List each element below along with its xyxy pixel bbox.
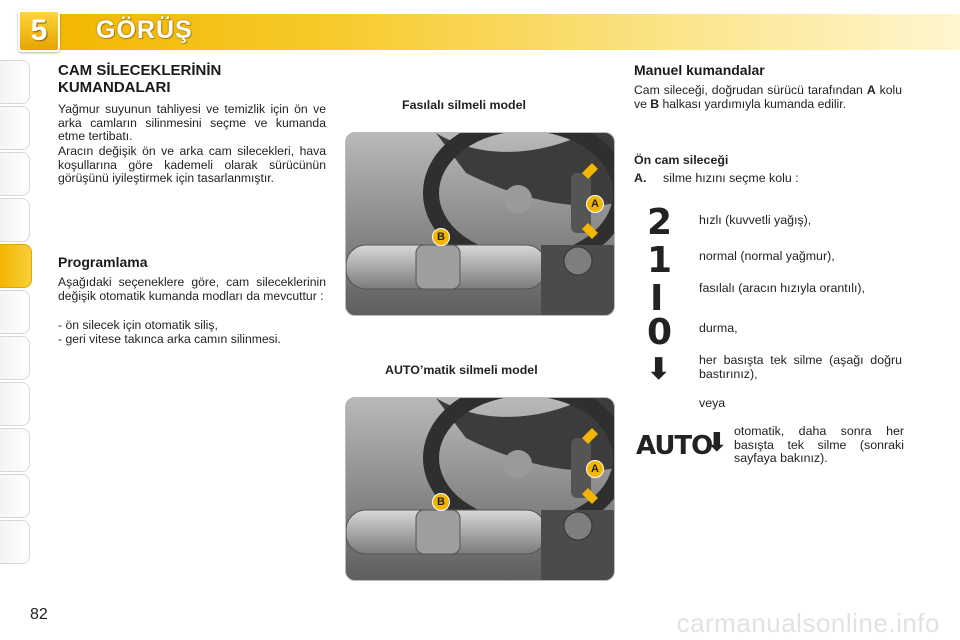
speed-2-symbol: 2 bbox=[647, 202, 673, 243]
lever-a-text: silme hızını seçme kolu : bbox=[663, 171, 799, 185]
chapter-tab[interactable] bbox=[0, 428, 30, 472]
chapter-title: GÖRÜŞ bbox=[96, 16, 193, 44]
caption-intermittent-model: Fasılalı silmeli model bbox=[402, 98, 526, 112]
manual-controls-intro bbox=[634, 84, 902, 111]
page-header bbox=[0, 0, 960, 52]
intermittent-symbol: I bbox=[650, 278, 664, 319]
intro-paragraph-2: Aracın değişik ön ve arka cam silecekleri, hava koşullarına göre kademeli olarak sürücünün görüşünü iyileştirmek için tasarlanmıştır. bbox=[58, 144, 326, 186]
chapter-tab[interactable] bbox=[0, 60, 30, 104]
wiper-stalk-illustration bbox=[346, 398, 615, 581]
marker-a: A bbox=[586, 460, 604, 478]
programlama-list-item-1: - ön silecek için otomatik siliş, bbox=[58, 318, 218, 332]
off-symbol: 0 bbox=[647, 312, 673, 353]
auto-arrow-icon: ⬇ bbox=[706, 428, 728, 458]
programlama-list-item-2: - geri vitese takınca arka camın silinmesi. bbox=[58, 332, 281, 346]
front-wiper-subtitle: Ön cam sileceği bbox=[634, 153, 729, 167]
chapter-number-badge: 5 bbox=[18, 10, 60, 52]
lever-a-label: A. bbox=[634, 171, 647, 185]
programlama-text: Aşağıdaki seçeneklere göre, cam sileceklerinin değişik otomatik kumanda modları da mevcuttur : bbox=[58, 275, 326, 303]
speed-1-text: normal (normal yağmur), bbox=[699, 249, 835, 263]
chapter-tab[interactable] bbox=[0, 106, 30, 150]
auto-text: otomatik, daha sonra her basışta tek silme (sonraki sayfaya bakınız). bbox=[734, 424, 904, 466]
chapter-tab[interactable] bbox=[0, 290, 30, 334]
intro-a: A bbox=[866, 83, 876, 97]
manual-controls-title: Manuel kumandalar bbox=[634, 62, 765, 78]
watermark: carmanualsonline.info bbox=[676, 608, 940, 638]
wiper-stalk-photo-auto bbox=[345, 397, 615, 581]
chapter-tab[interactable] bbox=[0, 474, 30, 518]
intro-text: halkası yardımıyla kumanda edilir. bbox=[659, 96, 847, 111]
section-title-line1: CAM SİLECEKLERİNİN bbox=[58, 62, 222, 79]
single-wipe-text: her basışta tek silme (aşağı doğru bastırınız), bbox=[699, 353, 902, 381]
auto-symbol: AUTO bbox=[636, 431, 713, 461]
section-title bbox=[58, 62, 221, 96]
intro-paragraph-1: Yağmur suyunun tahliyesi ve temizlik için ön ve arka camların silinmesini seçme ve kumanda etme tertibatı. bbox=[58, 102, 326, 144]
section-title-line2: KUMANDALARI bbox=[58, 79, 171, 96]
intro-b: B bbox=[650, 96, 660, 111]
single-wipe-arrow-icon: ⬇ bbox=[646, 352, 672, 387]
speed-1-symbol: 1 bbox=[647, 240, 673, 281]
marker-a: A bbox=[586, 195, 604, 213]
speed-2-text: hızlı (kuvvetli yağış), bbox=[699, 213, 812, 227]
chapter-tab[interactable] bbox=[0, 336, 30, 380]
marker-b: B bbox=[432, 493, 450, 511]
page-number: 82 bbox=[30, 606, 48, 623]
marker-b: B bbox=[432, 228, 450, 246]
programlama-title: Programlama bbox=[58, 254, 148, 270]
chapter-tab[interactable] bbox=[0, 152, 30, 196]
intermittent-text: fasılalı (aracın hızıyla orantılı), bbox=[699, 281, 865, 295]
intro-text: kolu ve bbox=[634, 83, 902, 111]
or-text: veya bbox=[699, 396, 726, 410]
intro-text: Cam sileceği, doğrudan sürücü tarafından bbox=[634, 83, 867, 97]
caption-auto-model: AUTO’matik silmeli model bbox=[385, 363, 538, 377]
off-text: durma, bbox=[699, 321, 738, 335]
wiper-stalk-illustration bbox=[346, 133, 615, 316]
chapter-tabs bbox=[0, 60, 34, 580]
chapter-tab[interactable] bbox=[0, 198, 30, 242]
chapter-tab[interactable] bbox=[0, 520, 30, 564]
chapter-tab-active[interactable] bbox=[0, 244, 32, 288]
wiper-stalk-photo-intermittent bbox=[345, 132, 615, 316]
chapter-tab[interactable] bbox=[0, 382, 30, 426]
